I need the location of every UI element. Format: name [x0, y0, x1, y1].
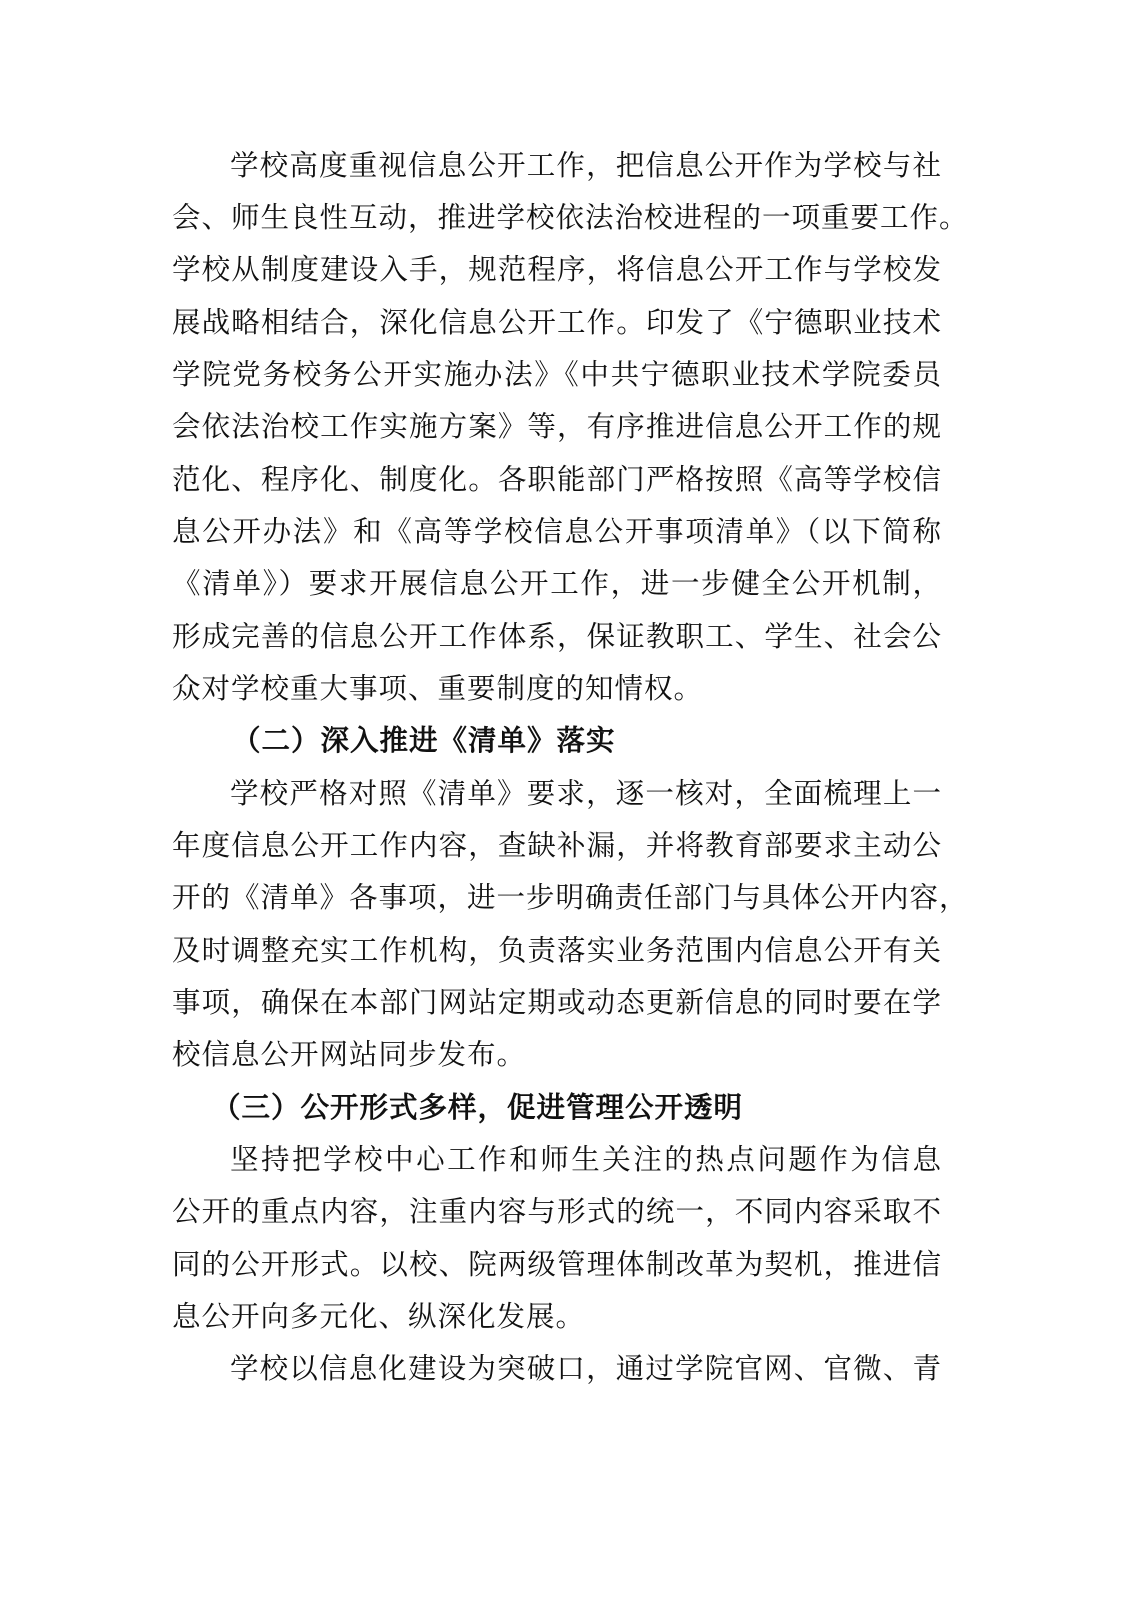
- body-line: 学校以信息化建设为突破口，通过学院官网、官微、青: [230, 1352, 942, 1385]
- body-line: 年度信息公开工作内容，查缺补漏，并将教育部要求主动公: [172, 829, 942, 862]
- body-line: 公开的重点内容，注重内容与形式的统一，不同内容采取不: [172, 1195, 942, 1228]
- body-line: 坚持把学校中心工作和师生关注的热点问题作为信息: [230, 1143, 942, 1176]
- body-line: 校信息公开网站同步发布。: [172, 1038, 527, 1071]
- body-line: 同的公开形式。以校、院两级管理体制改革为契机，推进信: [172, 1248, 942, 1281]
- body-line: 事项，确保在本部门网站定期或动态更新信息的同时要在学: [172, 986, 942, 1019]
- body-line: 学校从制度建设入手，规范程序，将信息公开工作与学校发: [172, 253, 942, 286]
- section-heading: （二）深入推进《清单》落实: [232, 724, 616, 757]
- body-line: 众对学校重大事项、重要制度的知情权。: [172, 672, 704, 705]
- section-heading: （三）公开形式多样，促进管理公开透明: [212, 1091, 744, 1124]
- body-line: 会、师生良性互动，推进学校依法治校进程的一项重要工作。: [172, 201, 969, 234]
- body-line: 学校高度重视信息公开工作，把信息公开作为学校与社: [230, 149, 942, 182]
- body-line: 开的《清单》各事项，进一步明确责任部门与具体公开内容，: [172, 881, 969, 914]
- body-line: 学校严格对照《清单》要求，逐一核对，全面梳理上一: [230, 777, 942, 810]
- body-line: 范化、程序化、制度化。各职能部门严格按照《高等学校信: [172, 463, 942, 496]
- body-line: 息公开向多元化、纵深化发展。: [172, 1300, 586, 1333]
- body-line: 学院党务校务公开实施办法》《中共宁德职业技术学院委员: [172, 358, 942, 391]
- body-line: 形成完善的信息公开工作体系，保证教职工、学生、社会公: [172, 620, 942, 653]
- body-line: 会依法治校工作实施方案》等，有序推进信息公开工作的规: [172, 410, 942, 443]
- body-line: 展战略相结合，深化信息公开工作。印发了《宁德职业技术: [172, 306, 942, 339]
- body-line: 《清单》）要求开展信息公开工作，进一步健全公开机制，: [172, 567, 942, 600]
- body-line: 及时调整充实工作机构，负责落实业务范围内信息公开有关: [172, 934, 942, 967]
- body-line: 息公开办法》和《高等学校信息公开事项清单》（以下简称: [172, 515, 942, 548]
